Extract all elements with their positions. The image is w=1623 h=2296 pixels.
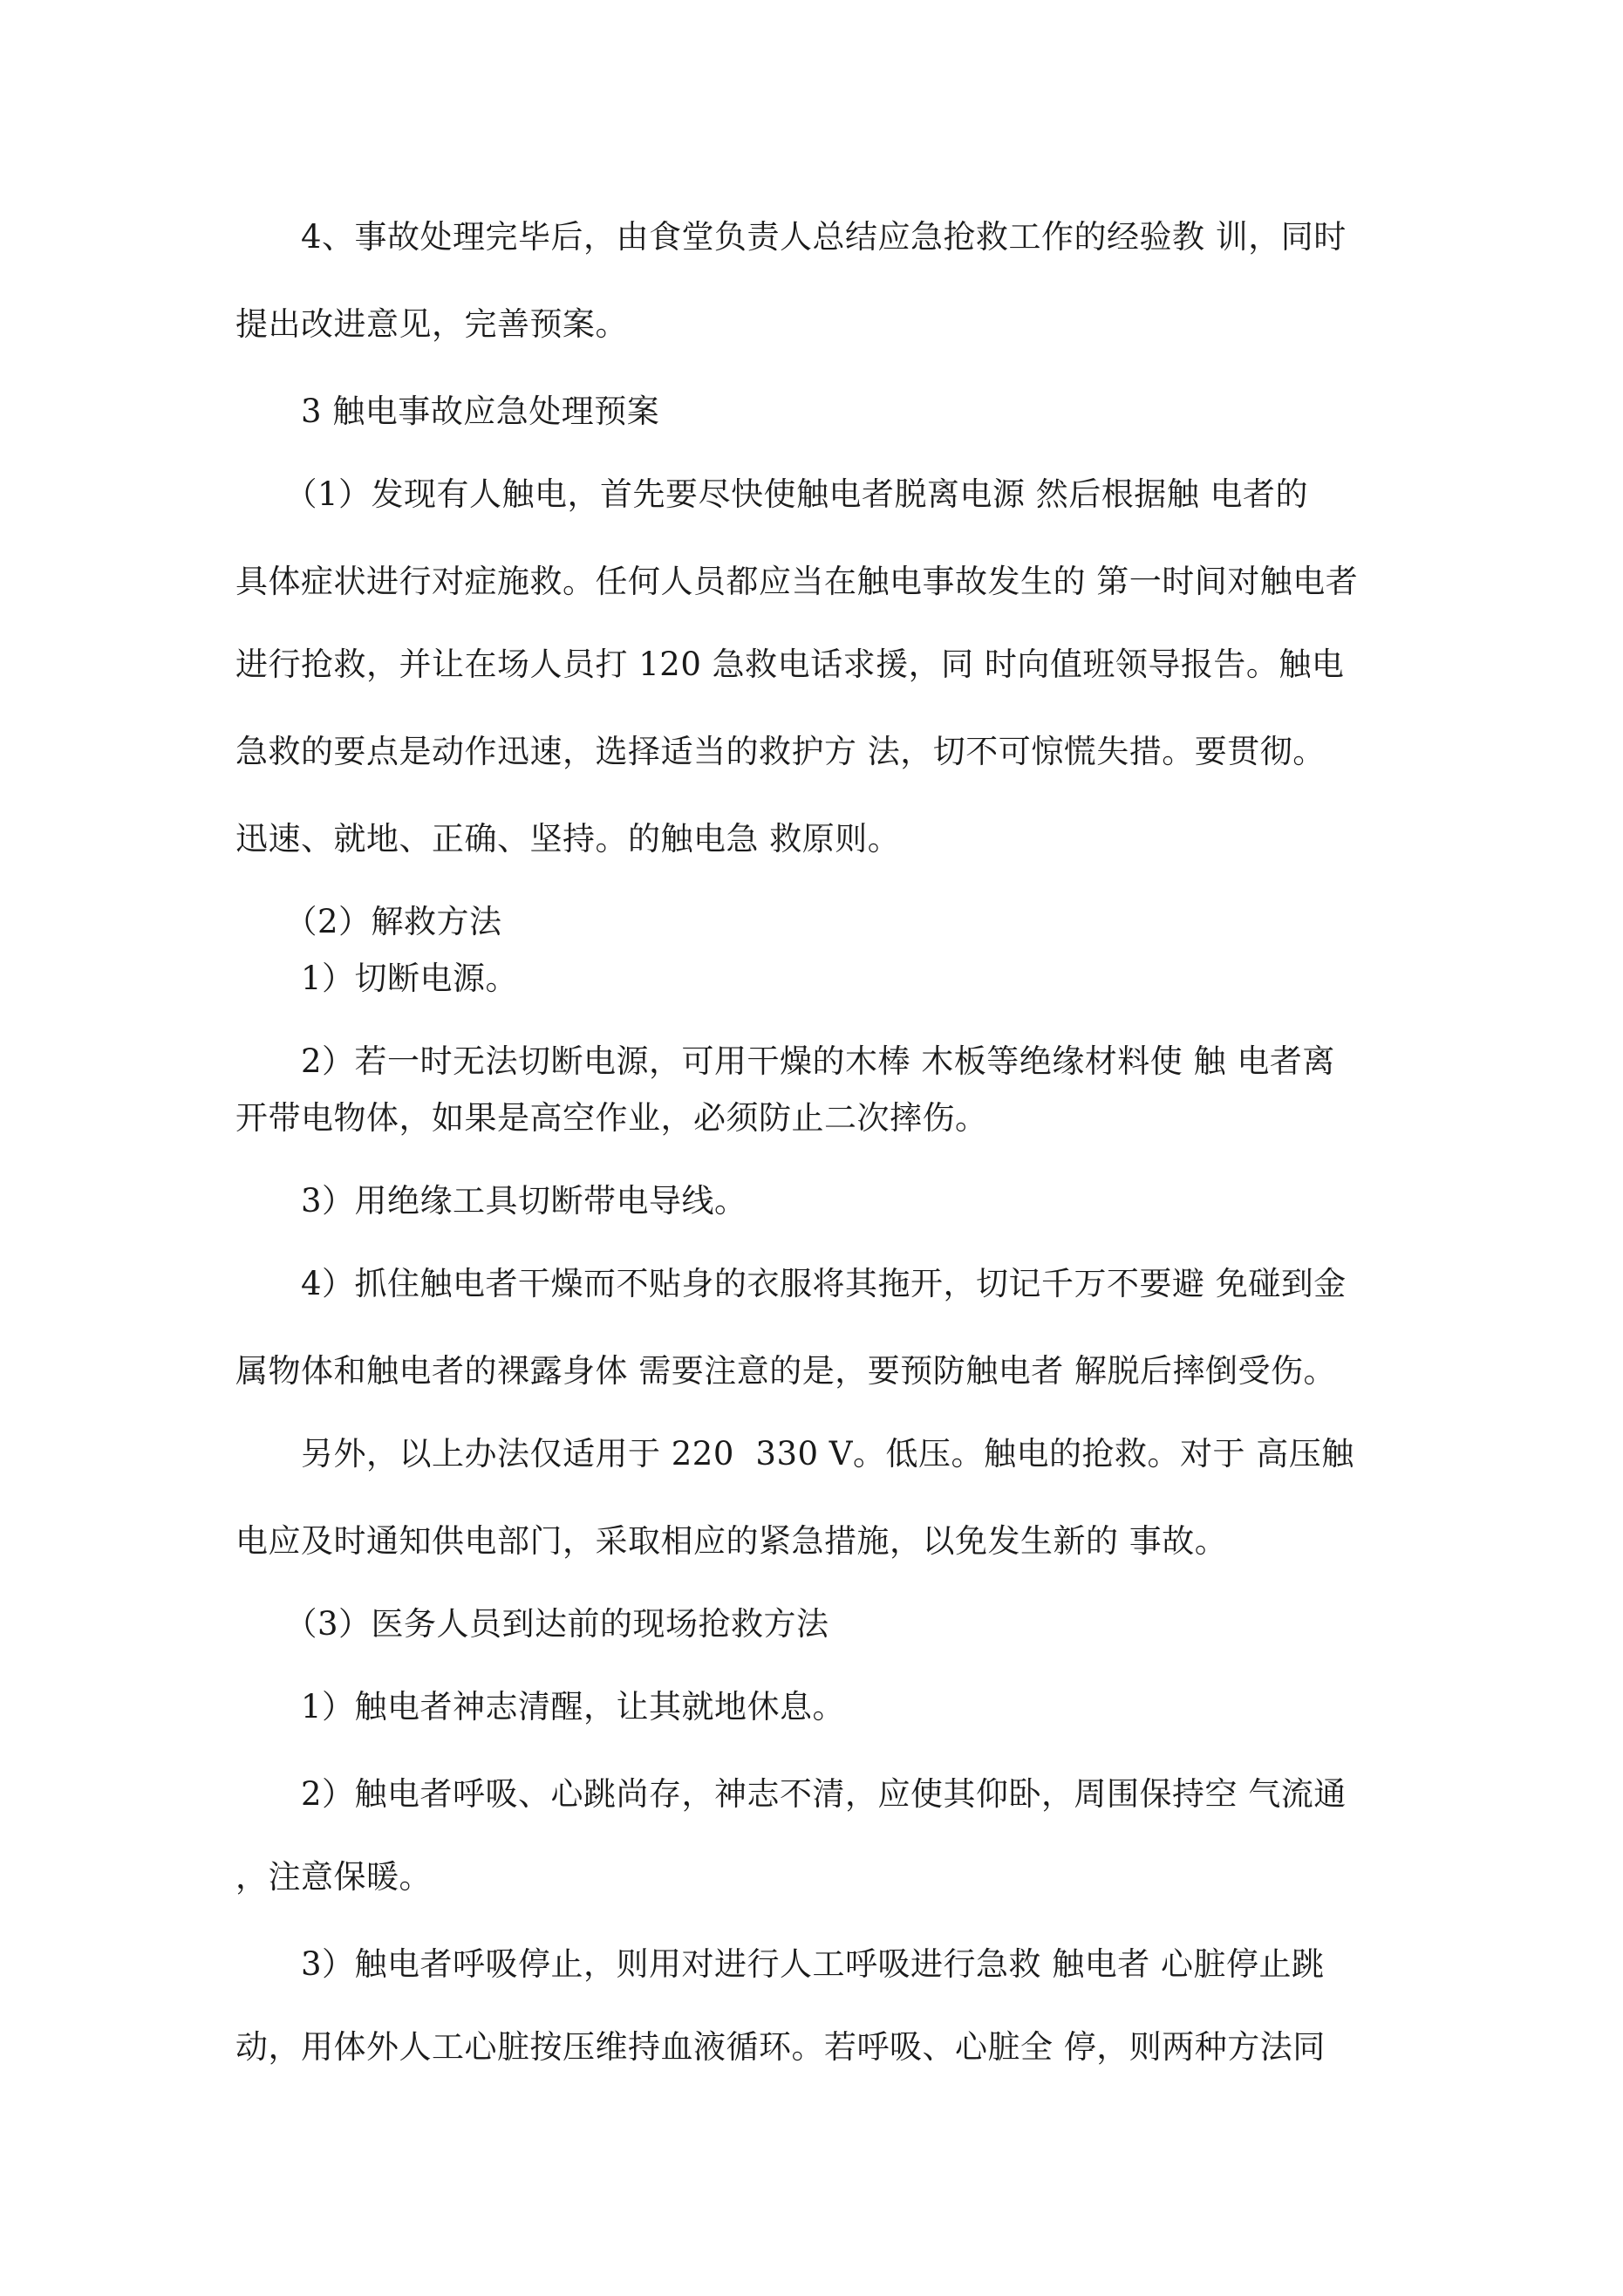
section-heading: 3 触电事故应急处理预案: [235, 393, 660, 430]
text-line: 具体症状进行对症施救。任何人员都应当在触电事故发生的 第一时间对触电者: [235, 563, 1359, 600]
text-line: ，注意保暖。: [235, 1858, 432, 1896]
text-line: 动，用体外人工心脏按压维持血液循环。若呼吸、心脏全 停，则两种方法同: [235, 2028, 1326, 2066]
text-line: 另外，以上办法仅适用于 220 330 V。低压。触电的抢救。对于 高压触: [235, 1435, 1354, 1473]
text-line: 1）切断电源。: [235, 960, 519, 997]
text-line: 急救的要点是动作迅速，选择适当的救护方 法，切不可惊慌失措。要贯彻。: [235, 733, 1326, 770]
text-line: 开带电物体，如果是高空作业，必须防止二次摔伤。: [235, 1099, 988, 1137]
text-line: 2）触电者呼吸、心跳尚存，神志不清，应使其仰卧，周围保持空 气流通: [235, 1775, 1347, 1813]
subsection-heading: （3）医务人员到达前的现场抢救方法: [235, 1605, 829, 1643]
text-line: 电应及时通知供电部门，采取相应的紧急措施，以免发生新的 事故。: [235, 1522, 1228, 1560]
text-line: 提出改进意见，完善预案。: [235, 305, 628, 343]
subsection-heading: （2）解救方法: [235, 903, 502, 940]
text-line: 迅速、就地、正确、坚持。的触电急 救原则。: [235, 820, 901, 858]
text-line: 2）若一时无法切断电源，可用干燥的木棒 木板等绝缘材料使 触 电者离: [235, 1042, 1335, 1080]
text-line: 3）触电者呼吸停止，则用对进行人工呼吸进行急救 触电者 心脏停止跳: [235, 1945, 1325, 1983]
text-line: 属物体和触电者的裸露身体 需要注意的是，要预防触电者 解脱后摔倒受伤。: [235, 1352, 1337, 1390]
text-line: （1）发现有人触电，首先要尽快使触电者脱离电源 然后根据触 电者的: [235, 475, 1309, 513]
text-line: 3）用绝缘工具切断带电导线。: [235, 1182, 747, 1220]
text-line: 1）触电者神志清醒，让其就地休息。: [235, 1688, 846, 1725]
text-line: 4）抓住触电者干燥而不贴身的衣服将其拖开，切记千万不要避 免碰到金: [235, 1265, 1347, 1302]
text-line: 进行抢救，并让在场人员打 120 急救电话求援，同 时向值班领导报告。触电: [235, 646, 1345, 683]
text-line: 4、事故处理完毕后，由食堂负责人总结应急抢救工作的经验教 训，同时: [235, 218, 1347, 256]
